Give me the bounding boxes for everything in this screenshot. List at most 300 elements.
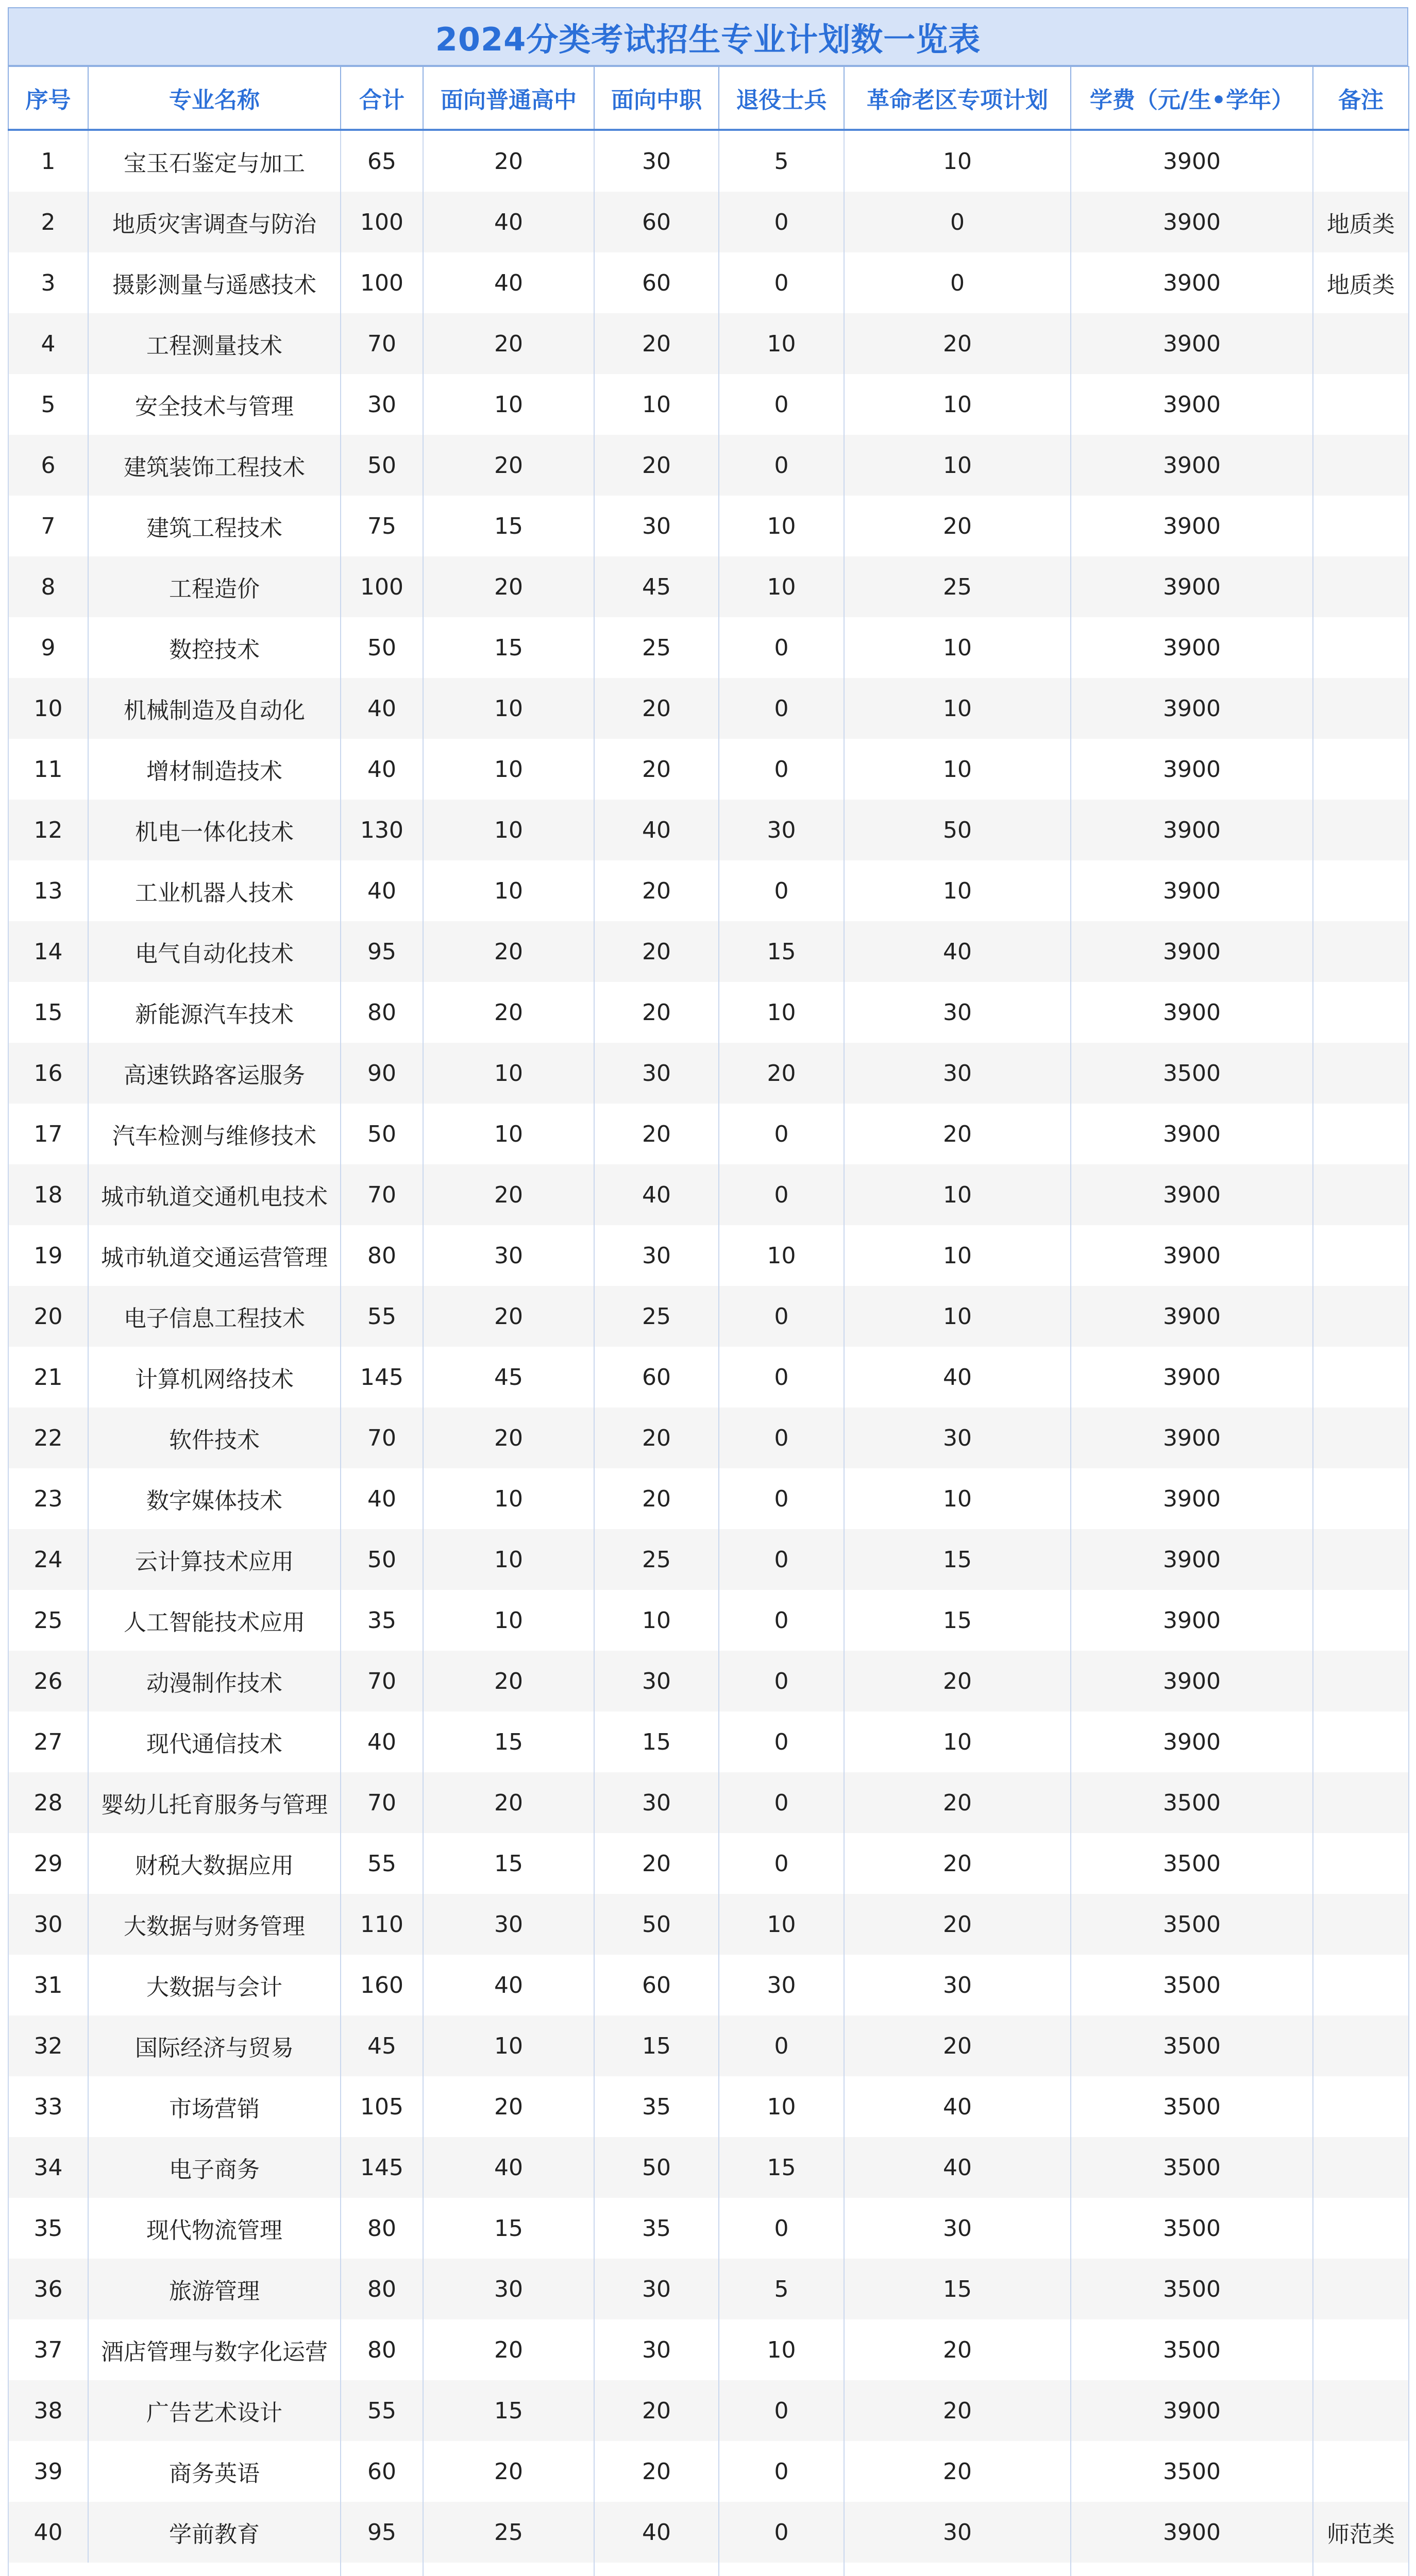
cell-note [1313, 1772, 1409, 1833]
cell-old-revolutionary: 10 [844, 374, 1071, 435]
cell-index: 2 [8, 192, 88, 252]
cell-note [1313, 1711, 1409, 1772]
cell-veterans: 5 [719, 130, 844, 192]
cell-vocational: 30 [594, 496, 719, 556]
cell-tuition: 3900 [1071, 130, 1313, 192]
cell-major-name: 工程造价 [88, 556, 341, 617]
cell-vocational: 30 [594, 1225, 719, 1286]
cell-tuition: 3900 [1071, 739, 1313, 800]
cell-vocational: 60 [594, 192, 719, 252]
cell-note [1313, 1225, 1409, 1286]
cell-note [1313, 1164, 1409, 1225]
cell-vocational: 20 [594, 860, 719, 921]
cell-tuition: 3900 [1071, 921, 1313, 982]
cell-major-name: 城市轨道交通运营管理 [88, 1225, 341, 1286]
cell-high-school: 10 [423, 1104, 594, 1164]
cell-index: 4 [8, 313, 88, 374]
table-row [8, 982, 1409, 1043]
cell-total: 75 [341, 496, 423, 556]
cell-note [1313, 921, 1409, 982]
cell-veterans: 10 [719, 982, 844, 1043]
cell-old-revolutionary: 10 [844, 860, 1071, 921]
cell-note [1313, 678, 1409, 739]
cell-index: 12 [8, 800, 88, 860]
cell-veterans: 0 [719, 739, 844, 800]
table-row [8, 374, 1409, 435]
cell-veterans: 0 [719, 192, 844, 252]
cell-index: 30 [8, 1894, 88, 1955]
table-row [8, 617, 1409, 678]
cell-index: 7 [8, 496, 88, 556]
cell-old-revolutionary: 30 [844, 2198, 1071, 2259]
table-row [8, 678, 1409, 739]
cell-major-name: 汽车检测与维修技术 [88, 1104, 341, 1164]
cell-major-name: 国际经济与贸易 [88, 2015, 341, 2076]
cell-vocational: 50 [594, 2137, 719, 2198]
cell-high-school: 30 [423, 1225, 594, 1286]
cell-major-name: 旅游管理 [88, 2259, 341, 2319]
cell-high-school: 25 [423, 2502, 594, 2563]
header-high-school: 面向普通高中 [423, 66, 594, 130]
cell-old-revolutionary: 15 [844, 1529, 1071, 1590]
total-tuition [1071, 2563, 1313, 2576]
cell-old-revolutionary: 30 [844, 982, 1071, 1043]
cell-tuition: 3900 [1071, 678, 1313, 739]
cell-high-school: 20 [423, 556, 594, 617]
cell-vocational: 20 [594, 1468, 719, 1529]
table-row [8, 1164, 1409, 1225]
cell-total: 50 [341, 617, 423, 678]
cell-index: 33 [8, 2076, 88, 2137]
cell-veterans: 0 [719, 435, 844, 496]
cell-veterans: 10 [719, 1225, 844, 1286]
cell-vocational: 45 [594, 556, 719, 617]
total-sum [341, 2563, 423, 2576]
cell-major-name: 大数据与会计 [88, 1955, 341, 2015]
cell-high-school: 10 [423, 1043, 594, 1104]
cell-note [1313, 556, 1409, 617]
cell-tuition: 3500 [1071, 2076, 1313, 2137]
cell-total: 100 [341, 252, 423, 313]
cell-high-school: 20 [423, 2319, 594, 2380]
cell-old-revolutionary: 10 [844, 130, 1071, 192]
header-total: 合计 [341, 66, 423, 130]
cell-tuition: 3900 [1071, 800, 1313, 860]
cell-tuition: 3900 [1071, 435, 1313, 496]
cell-total: 70 [341, 313, 423, 374]
cell-index: 13 [8, 860, 88, 921]
cell-vocational: 60 [594, 1347, 719, 1408]
cell-tuition: 3900 [1071, 860, 1313, 921]
cell-tuition: 3900 [1071, 496, 1313, 556]
cell-index: 16 [8, 1043, 88, 1104]
cell-total: 110 [341, 1894, 423, 1955]
cell-old-revolutionary: 50 [844, 800, 1071, 860]
cell-index: 32 [8, 2015, 88, 2076]
cell-veterans: 0 [719, 2380, 844, 2441]
cell-tuition: 3900 [1071, 2502, 1313, 2563]
cell-major-name: 电子商务 [88, 2137, 341, 2198]
cell-note [1313, 130, 1409, 192]
cell-note [1313, 2198, 1409, 2259]
cell-major-name: 市场营销 [88, 2076, 341, 2137]
table-row [8, 252, 1409, 313]
cell-tuition: 3900 [1071, 2380, 1313, 2441]
cell-high-school: 40 [423, 1955, 594, 2015]
cell-major-name: 数字媒体技术 [88, 1468, 341, 1529]
header-tuition: 学费（元/生•学年） [1071, 66, 1313, 130]
cell-note [1313, 496, 1409, 556]
cell-index: 17 [8, 1104, 88, 1164]
table-row [8, 2198, 1409, 2259]
cell-index: 31 [8, 1955, 88, 2015]
cell-note [1313, 1529, 1409, 1590]
cell-index: 11 [8, 739, 88, 800]
table-row [8, 1286, 1409, 1347]
cell-note [1313, 1408, 1409, 1468]
cell-high-school: 20 [423, 435, 594, 496]
cell-major-name: 学前教育 [88, 2502, 341, 2563]
table-row [8, 2319, 1409, 2380]
cell-old-revolutionary: 20 [844, 2380, 1071, 2441]
table-body [8, 130, 1409, 2576]
cell-note [1313, 1286, 1409, 1347]
cell-high-school: 15 [423, 1711, 594, 1772]
cell-veterans: 15 [719, 2137, 844, 2198]
cell-note [1313, 860, 1409, 921]
cell-note [1313, 2076, 1409, 2137]
cell-total: 145 [341, 2137, 423, 2198]
cell-tuition: 3500 [1071, 2198, 1313, 2259]
table-row [8, 1043, 1409, 1104]
cell-high-school: 10 [423, 800, 594, 860]
table-row [8, 1104, 1409, 1164]
cell-tuition: 3500 [1071, 2259, 1313, 2319]
cell-old-revolutionary: 30 [844, 1408, 1071, 1468]
cell-vocational: 35 [594, 2198, 719, 2259]
cell-total: 70 [341, 1772, 423, 1833]
cell-veterans: 0 [719, 374, 844, 435]
cell-major-name: 摄影测量与遥感技术 [88, 252, 341, 313]
cell-index: 37 [8, 2319, 88, 2380]
cell-high-school: 10 [423, 1529, 594, 1590]
cell-tuition: 3500 [1071, 2319, 1313, 2380]
cell-old-revolutionary: 15 [844, 2259, 1071, 2319]
total-high-school [423, 2563, 594, 2576]
cell-note [1313, 1468, 1409, 1529]
cell-total: 145 [341, 1347, 423, 1408]
table-row [8, 192, 1409, 252]
cell-high-school: 10 [423, 2015, 594, 2076]
cell-index: 1 [8, 130, 88, 192]
cell-old-revolutionary: 10 [844, 1225, 1071, 1286]
cell-total: 80 [341, 2259, 423, 2319]
cell-tuition: 3900 [1071, 1711, 1313, 1772]
cell-tuition: 3900 [1071, 1651, 1313, 1711]
cell-vocational: 25 [594, 617, 719, 678]
cell-major-name: 工程测量技术 [88, 313, 341, 374]
cell-note [1313, 313, 1409, 374]
cell-vocational: 20 [594, 982, 719, 1043]
cell-tuition: 3900 [1071, 374, 1313, 435]
cell-veterans: 0 [719, 1286, 844, 1347]
cell-major-name: 地质灾害调查与防治 [88, 192, 341, 252]
table-row [8, 1711, 1409, 1772]
cell-major-name: 建筑装饰工程技术 [88, 435, 341, 496]
cell-index: 28 [8, 1772, 88, 1833]
cell-old-revolutionary: 30 [844, 1043, 1071, 1104]
cell-total: 50 [341, 1529, 423, 1590]
total-row [8, 2563, 1409, 2576]
cell-vocational: 15 [594, 2015, 719, 2076]
cell-total: 65 [341, 130, 423, 192]
cell-note [1313, 2380, 1409, 2441]
cell-vocational: 35 [594, 2076, 719, 2137]
cell-tuition: 3900 [1071, 1529, 1313, 1590]
cell-major-name: 机械制造及自动化 [88, 678, 341, 739]
cell-tuition: 3900 [1071, 1164, 1313, 1225]
cell-tuition: 3500 [1071, 1894, 1313, 1955]
cell-vocational: 50 [594, 1894, 719, 1955]
cell-note: 地质类 [1313, 192, 1409, 252]
cell-old-revolutionary: 20 [844, 1833, 1071, 1894]
cell-major-name: 计算机网络技术 [88, 1347, 341, 1408]
cell-high-school: 30 [423, 1894, 594, 1955]
cell-index: 27 [8, 1711, 88, 1772]
cell-old-revolutionary: 10 [844, 1711, 1071, 1772]
cell-high-school: 20 [423, 2076, 594, 2137]
cell-high-school: 15 [423, 496, 594, 556]
cell-tuition: 3900 [1071, 1225, 1313, 1286]
cell-major-name: 城市轨道交通机电技术 [88, 1164, 341, 1225]
cell-major-name: 动漫制作技术 [88, 1651, 341, 1711]
table-row [8, 2441, 1409, 2502]
cell-index: 22 [8, 1408, 88, 1468]
cell-tuition: 3900 [1071, 1408, 1313, 1468]
cell-note [1313, 982, 1409, 1043]
table-row [8, 1225, 1409, 1286]
cell-veterans: 10 [719, 496, 844, 556]
cell-vocational: 40 [594, 2502, 719, 2563]
cell-high-school: 20 [423, 1408, 594, 1468]
cell-note: 地质类 [1313, 252, 1409, 313]
cell-old-revolutionary: 25 [844, 556, 1071, 617]
cell-high-school: 20 [423, 1286, 594, 1347]
cell-major-name: 软件技术 [88, 1408, 341, 1468]
cell-high-school: 40 [423, 192, 594, 252]
total-note [1313, 2563, 1409, 2576]
cell-veterans: 0 [719, 1408, 844, 1468]
cell-major-name: 商务英语 [88, 2441, 341, 2502]
cell-total: 55 [341, 1833, 423, 1894]
header-veterans: 退役士兵 [719, 66, 844, 130]
cell-major-name: 高速铁路客运服务 [88, 1043, 341, 1104]
cell-high-school: 20 [423, 1651, 594, 1711]
cell-high-school: 10 [423, 860, 594, 921]
cell-vocational: 10 [594, 374, 719, 435]
cell-total: 40 [341, 1468, 423, 1529]
total-veterans [719, 2563, 844, 2576]
cell-total: 55 [341, 1286, 423, 1347]
cell-high-school: 40 [423, 252, 594, 313]
cell-major-name: 财税大数据应用 [88, 1833, 341, 1894]
cell-tuition: 3900 [1071, 1468, 1313, 1529]
cell-total: 80 [341, 2198, 423, 2259]
cell-major-name: 工业机器人技术 [88, 860, 341, 921]
cell-note [1313, 739, 1409, 800]
cell-major-name: 现代物流管理 [88, 2198, 341, 2259]
cell-tuition: 3900 [1071, 252, 1313, 313]
cell-index: 8 [8, 556, 88, 617]
table-row [8, 2137, 1409, 2198]
cell-high-school: 15 [423, 1833, 594, 1894]
cell-major-name: 建筑工程技术 [88, 496, 341, 556]
cell-index: 6 [8, 435, 88, 496]
table-row [8, 1833, 1409, 1894]
cell-vocational: 30 [594, 2319, 719, 2380]
cell-veterans: 0 [719, 1711, 844, 1772]
cell-veterans: 10 [719, 2319, 844, 2380]
table-row [8, 1772, 1409, 1833]
table-title: 2024分类考试招生专业计划数一览表 [435, 20, 981, 58]
cell-vocational: 40 [594, 800, 719, 860]
cell-veterans: 0 [719, 1347, 844, 1408]
cell-tuition: 3900 [1071, 982, 1313, 1043]
cell-note [1313, 617, 1409, 678]
cell-veterans: 5 [719, 2259, 844, 2319]
cell-major-name: 增材制造技术 [88, 739, 341, 800]
cell-old-revolutionary: 10 [844, 1468, 1071, 1529]
cell-old-revolutionary: 20 [844, 1104, 1071, 1164]
cell-old-revolutionary: 40 [844, 2076, 1071, 2137]
cell-tuition: 3900 [1071, 556, 1313, 617]
cell-major-name: 新能源汽车技术 [88, 982, 341, 1043]
cell-veterans: 0 [719, 1833, 844, 1894]
cell-old-revolutionary: 0 [844, 252, 1071, 313]
cell-note: 师范类 [1313, 2502, 1409, 2563]
cell-major-name: 酒店管理与数字化运营 [88, 2319, 341, 2380]
cell-note [1313, 1833, 1409, 1894]
cell-total: 130 [341, 800, 423, 860]
cell-major-name: 现代通信技术 [88, 1711, 341, 1772]
cell-tuition: 3500 [1071, 2137, 1313, 2198]
cell-veterans: 10 [719, 313, 844, 374]
cell-note [1313, 1590, 1409, 1651]
cell-index: 21 [8, 1347, 88, 1408]
cell-total: 40 [341, 739, 423, 800]
cell-index: 40 [8, 2502, 88, 2563]
table-row [8, 860, 1409, 921]
cell-old-revolutionary: 0 [844, 192, 1071, 252]
cell-vocational: 20 [594, 1833, 719, 1894]
header-note: 备注 [1313, 66, 1409, 130]
cell-note [1313, 1894, 1409, 1955]
cell-veterans: 15 [719, 921, 844, 982]
cell-total: 70 [341, 1408, 423, 1468]
cell-veterans: 0 [719, 2015, 844, 2076]
cell-index: 23 [8, 1468, 88, 1529]
table-row [8, 1347, 1409, 1408]
cell-veterans: 0 [719, 2441, 844, 2502]
cell-tuition: 3900 [1071, 1104, 1313, 1164]
cell-note [1313, 1651, 1409, 1711]
table-row [8, 1529, 1409, 1590]
cell-high-school: 20 [423, 1164, 594, 1225]
cell-major-name: 宝玉石鉴定与加工 [88, 130, 341, 192]
cell-high-school: 15 [423, 2198, 594, 2259]
cell-major-name: 电子信息工程技术 [88, 1286, 341, 1347]
cell-old-revolutionary: 20 [844, 496, 1071, 556]
cell-vocational: 20 [594, 1104, 719, 1164]
cell-note [1313, 2319, 1409, 2380]
cell-note [1313, 1347, 1409, 1408]
table-row [8, 1408, 1409, 1468]
cell-major-name: 电气自动化技术 [88, 921, 341, 982]
table-row [8, 1468, 1409, 1529]
cell-major-name: 广告艺术设计 [88, 2380, 341, 2441]
cell-total: 105 [341, 2076, 423, 2137]
cell-veterans: 0 [719, 617, 844, 678]
cell-index: 20 [8, 1286, 88, 1347]
cell-tuition: 3900 [1071, 192, 1313, 252]
cell-note [1313, 2015, 1409, 2076]
table-title-bar [8, 7, 1408, 66]
cell-old-revolutionary: 40 [844, 1347, 1071, 1408]
total-label [8, 2563, 341, 2576]
cell-note [1313, 800, 1409, 860]
cell-veterans: 0 [719, 252, 844, 313]
table-row [8, 2502, 1409, 2563]
cell-note [1313, 1955, 1409, 2015]
cell-major-name: 婴幼儿托育服务与管理 [88, 1772, 341, 1833]
cell-old-revolutionary: 15 [844, 1590, 1071, 1651]
cell-total: 80 [341, 982, 423, 1043]
cell-vocational: 60 [594, 1955, 719, 2015]
cell-note [1313, 2137, 1409, 2198]
cell-note [1313, 1043, 1409, 1104]
cell-note [1313, 374, 1409, 435]
cell-high-school: 10 [423, 1468, 594, 1529]
cell-total: 95 [341, 2502, 423, 2563]
cell-index: 35 [8, 2198, 88, 2259]
cell-index: 34 [8, 2137, 88, 2198]
cell-high-school: 10 [423, 1590, 594, 1651]
cell-veterans: 0 [719, 1529, 844, 1590]
cell-high-school: 15 [423, 617, 594, 678]
cell-veterans: 0 [719, 2198, 844, 2259]
header-row [8, 66, 1409, 130]
cell-tuition: 3500 [1071, 1955, 1313, 2015]
cell-vocational: 30 [594, 1043, 719, 1104]
cell-vocational: 10 [594, 1590, 719, 1651]
cell-major-name: 安全技术与管理 [88, 374, 341, 435]
cell-veterans: 10 [719, 2076, 844, 2137]
cell-vocational: 60 [594, 252, 719, 313]
cell-total: 70 [341, 1651, 423, 1711]
cell-major-name: 云计算技术应用 [88, 1529, 341, 1590]
cell-high-school: 40 [423, 2137, 594, 2198]
cell-tuition: 3500 [1071, 1772, 1313, 1833]
cell-veterans: 0 [719, 1104, 844, 1164]
total-vocational [594, 2563, 719, 2576]
cell-vocational: 20 [594, 435, 719, 496]
cell-index: 18 [8, 1164, 88, 1225]
cell-vocational: 30 [594, 1772, 719, 1833]
cell-veterans: 0 [719, 2502, 844, 2563]
cell-high-school: 15 [423, 2380, 594, 2441]
cell-index: 10 [8, 678, 88, 739]
cell-tuition: 3900 [1071, 1347, 1313, 1408]
